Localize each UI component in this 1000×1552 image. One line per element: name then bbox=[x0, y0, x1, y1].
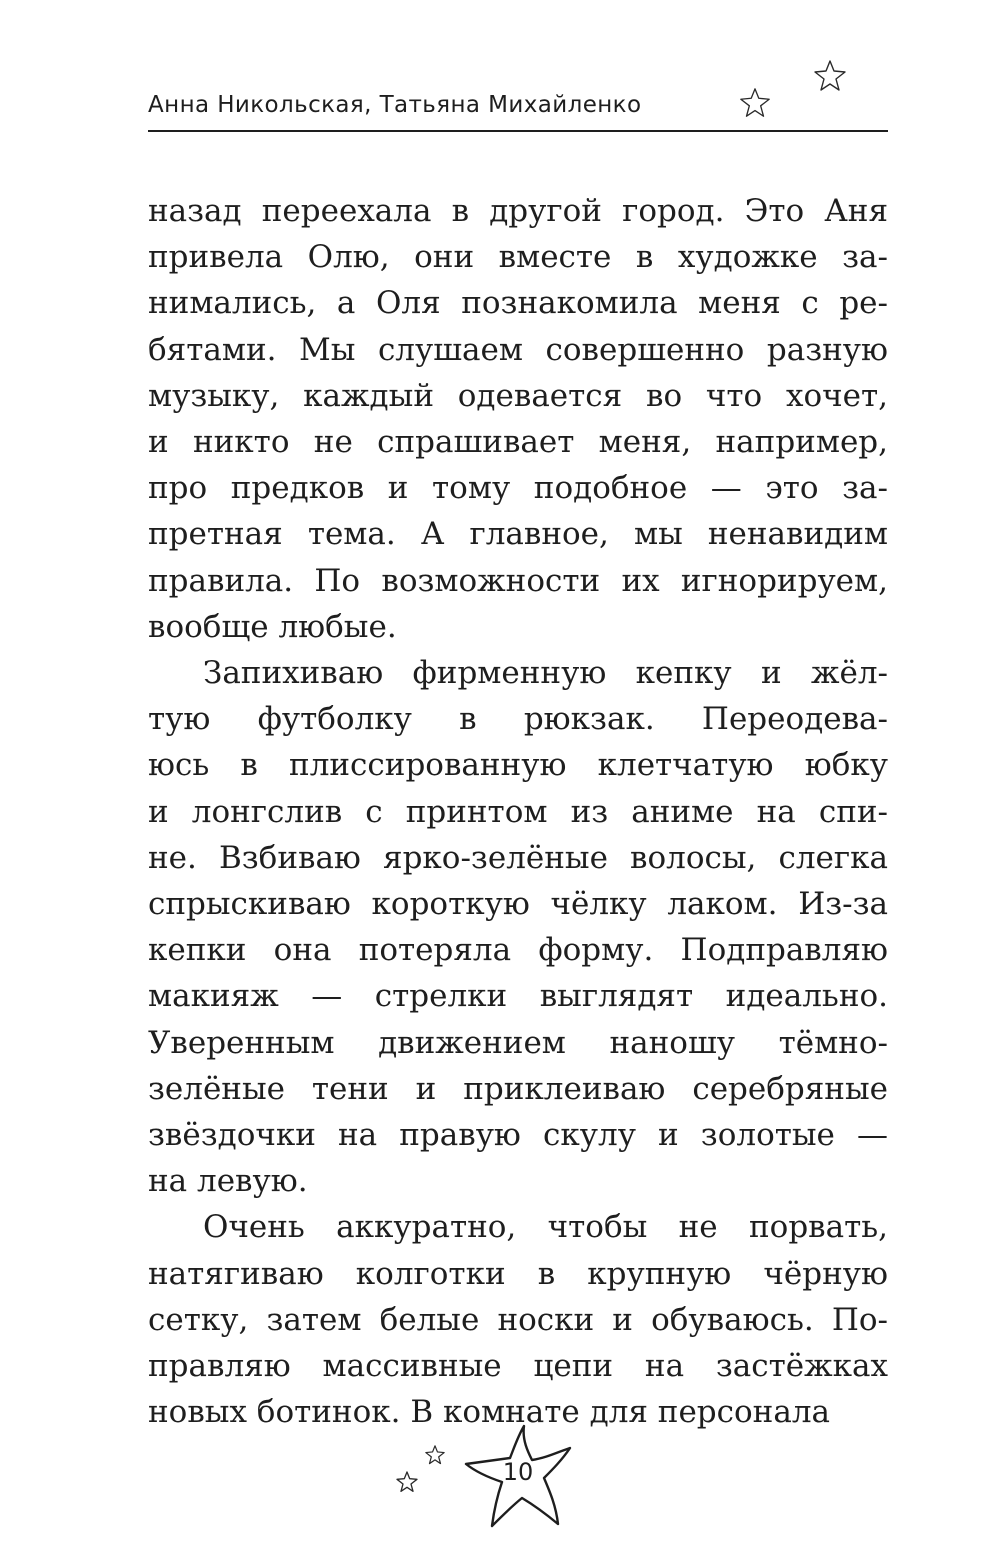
text-line: юсь в плиссированную клетчатую юбку bbox=[148, 747, 888, 784]
page-number-badge bbox=[462, 1422, 574, 1532]
paragraph bbox=[148, 1204, 888, 1435]
star-doodle-icon bbox=[395, 1470, 419, 1494]
text-line: Очень аккуратно, чтобы не порвать, bbox=[203, 1209, 888, 1246]
text-line: на левую. bbox=[148, 1163, 308, 1200]
running-head-title: Анна Никольская, Татьяна Михайленко bbox=[148, 92, 642, 118]
text-line: кепки она потеряла форму. Подправляю bbox=[148, 932, 888, 969]
star-doodle-icon bbox=[424, 1444, 446, 1466]
text-line: звёздочки на правую скулу и золотые — bbox=[148, 1117, 888, 1154]
text-line: вообще любые. bbox=[148, 608, 397, 645]
text-line: спрыскиваю короткую чёлку лаком. Из-за bbox=[148, 886, 888, 923]
text-line: зелёные тени и приклеиваю серебряные bbox=[148, 1070, 888, 1107]
text-line: правляю массивные цепи на застёжках bbox=[148, 1348, 888, 1385]
paragraph bbox=[148, 188, 888, 650]
text-line: и лонгслив с принтом из аниме на спи- bbox=[148, 793, 888, 830]
text-line: бятами. Мы слушаем совершенно разную bbox=[148, 331, 888, 368]
text-line: сетку, затем белые носки и обуваюсь. По- bbox=[148, 1301, 888, 1338]
text-line: правила. По возможности их игнорируем, bbox=[148, 562, 888, 599]
text-line: не. Взбиваю ярко-зелёные волосы, слегка bbox=[148, 839, 888, 876]
text-line: Запихиваю фирменную кепку и жёл- bbox=[203, 655, 888, 692]
text-line: натягиваю колготки в крупную чёрную bbox=[148, 1255, 888, 1292]
text-line: про предков и тому подобное — это за- bbox=[148, 470, 888, 507]
header-rule bbox=[148, 130, 888, 132]
text-line: тую футболку в рюкзак. Переодева- bbox=[148, 701, 888, 738]
text-line: макияж — стрелки выглядят идеально. bbox=[148, 978, 888, 1015]
text-line: Уверенным движением наношу тёмно- bbox=[148, 1024, 888, 1061]
page-number: 10 bbox=[502, 1458, 534, 1486]
star-doodle-icon bbox=[738, 86, 772, 120]
text-line: претная тема. А главное, мы ненавидим bbox=[148, 516, 888, 553]
text-line: музыку, каждый одевается во что хочет, bbox=[148, 377, 888, 414]
text-line: нимались, а Оля познакомила меня с ре- bbox=[148, 285, 888, 322]
text-line: и никто не спрашивает меня, например, bbox=[148, 424, 888, 461]
body-text bbox=[148, 188, 888, 1435]
paragraph bbox=[148, 650, 888, 1204]
star-doodle-icon bbox=[812, 58, 848, 94]
text-line: привела Олю, они вместе в художке за- bbox=[148, 239, 888, 276]
text-line: назад переехала в другой город. Это Аня bbox=[148, 193, 888, 229]
text-line: новых ботинок. В комнате для персонала bbox=[148, 1394, 830, 1431]
